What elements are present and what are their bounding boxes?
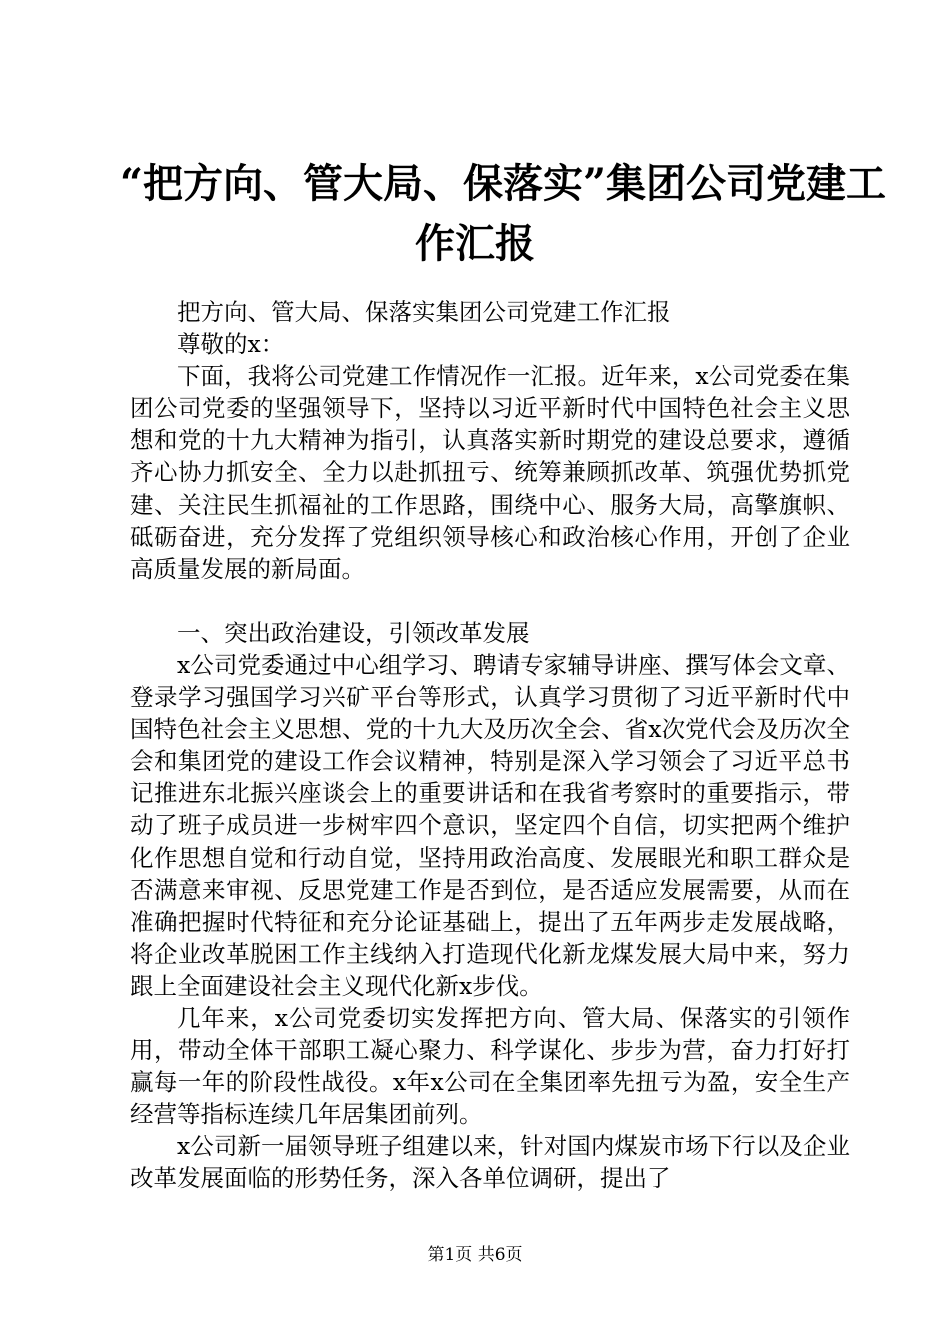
- document-body: [130, 296, 850, 1195]
- document-title-line-2: 作汇报: [415, 220, 535, 267]
- intro-paragraph: 下面，我将公司党建工作情况作一汇报。近年来，x公司党委在集团公司党委的坚强领导下，坚持以习近平新时代中国特色社会主义思想和党的十九大精神为指引，认真落实新时期党的建设总要求，遵循齐心协力抓安全、全力以赴抓扭亏、统筹兼顾抓改革、筑强优势抓党建、关注民生抓福祉的工作思路，围绕中心、服务大局，高擎旗帜、砥砺奋进，充分发挥了党组织领导核心和政治核心作用，开创了企业高质量发展的新局面。: [130, 362, 850, 583]
- salutation-paragraph: 尊敬的x：: [177, 330, 285, 359]
- document-title-line-1: “把方向、管大局、保落实”集团公司党建工: [120, 160, 887, 207]
- body-paragraph: x公司新一届领导班子组建以来，针对国内煤炭市场下行以及企业改革发展面临的形势任务，深入各单位调研，提出了: [130, 1132, 850, 1193]
- subtitle-paragraph: 把方向、管大局、保落实集团公司党建工作汇报: [177, 298, 671, 326]
- body-paragraph: 几年来，x公司党委切实发挥把方向、管大局、保落实的引领作用，带动全体干部职工凝心聚力、科学谋化、步步为营，奋力打好打赢每一年的阶段性战役。x年x公司在全集团率先扭亏为盈，安全生产经营等指标连续几年居集团前列。: [130, 1003, 850, 1129]
- page-number-footer: 第1页 共6页: [427, 1245, 523, 1265]
- section-heading-1: 一、突出政治建设，引领改革发展: [177, 618, 530, 647]
- body-paragraph: x公司党委通过中心组学习、聘请专家辅导讲座、撰写体会文章、登录学习强国学习兴矿平台等形式，认真学习贯彻了习近平新时代中国特色社会主义思想、党的十九大及历次全会、省x次党代会及历次全会和集团党的建设工作会议精神，特别是深入学习领会了习近平总书记推进东北振兴座谈会上的重要讲话和在我省考察时的重要指示，带动了班子成员进一步树牢四个意识，坚定四个自信，切实把两个维护化作思想自觉和行动自觉，坚持用政治高度、发展眼光和职工群众是否满意来审视、反思党建工作是否到位，是否适应发展需要，从而在准确把握时代特征和充分论证基础上，提出了五年两步走发展战略，将企业改革脱困工作主线纳入打造现代化新龙煤发展大局中来，努力跟上全面建设社会主义现代化新x步伐。: [130, 650, 850, 1000]
